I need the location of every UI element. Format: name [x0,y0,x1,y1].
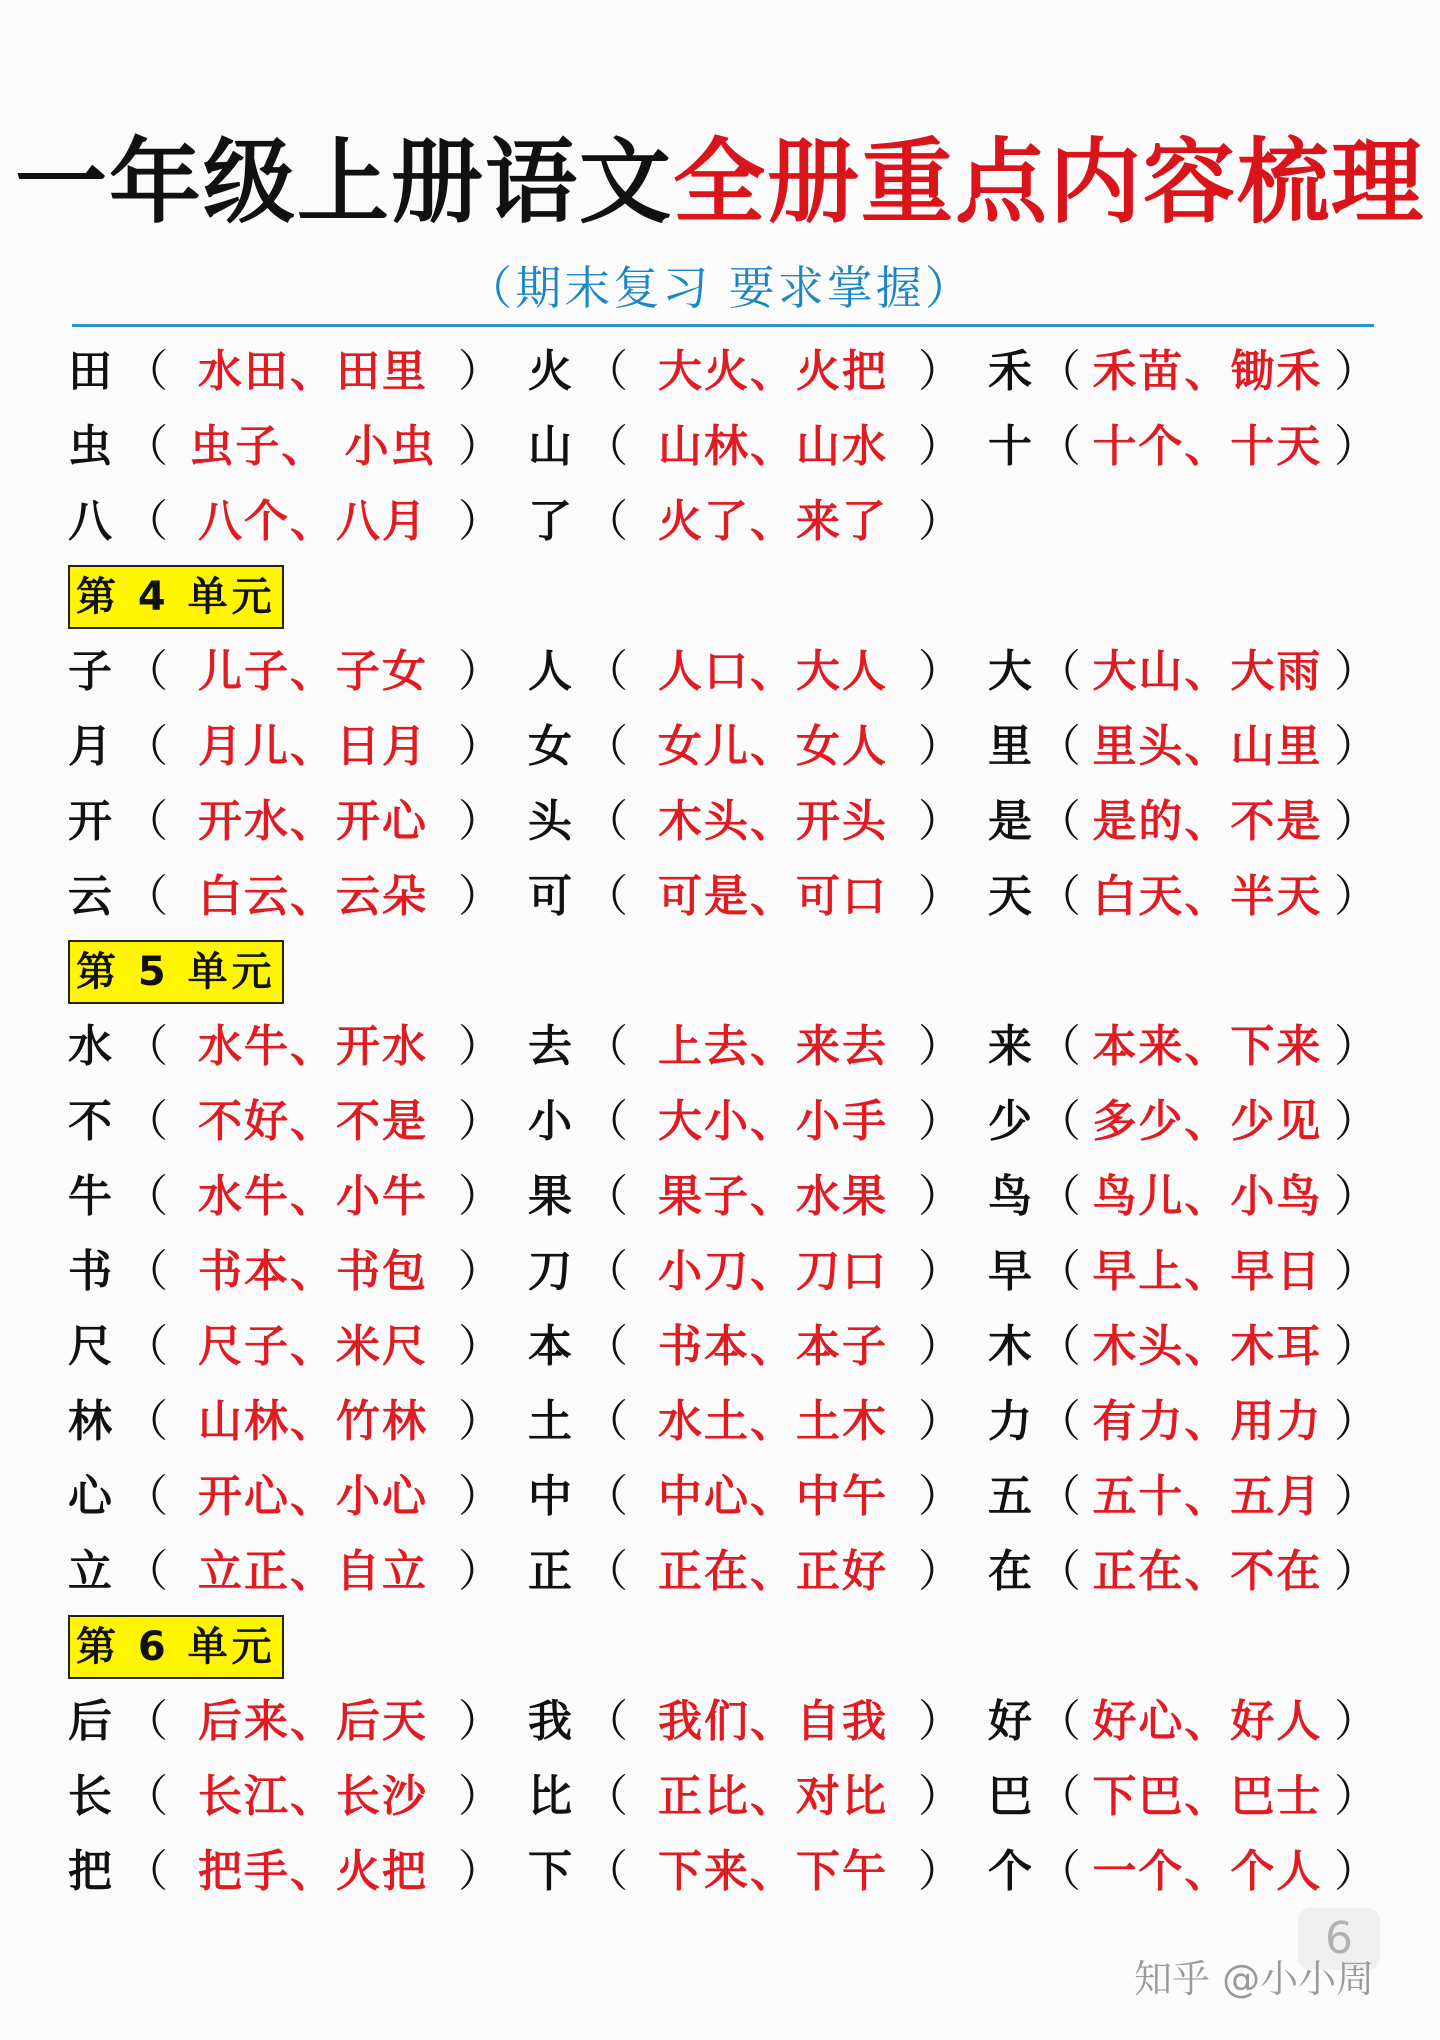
example-words: 果子、水果 [658,1170,888,1222]
example-words: 上去、来去 [658,1020,888,1072]
open-paren: （ [124,1695,168,1747]
character: 八 [68,495,112,547]
character: 个 [988,1845,1032,1897]
close-paren: ） [1334,1095,1378,1147]
open-paren: （ [1036,795,1081,847]
close-paren: ） [918,1395,962,1447]
close-paren: ） [918,870,962,922]
close-paren: ） [458,870,502,922]
close-paren: ） [458,1470,502,1522]
example-words: 火了、来了 [658,495,888,547]
close-paren: ） [1334,345,1378,397]
example-words: 书本、书包 [198,1245,428,1297]
close-paren: ） [918,1545,962,1597]
example-words: 正在、不在 [1092,1545,1323,1597]
close-paren: ） [1334,870,1378,922]
open-paren: （ [1036,1770,1081,1822]
vocab-entry [528,1392,988,1452]
vocab-entry [528,1317,988,1377]
unit-label: 第 4 单元 [68,565,284,629]
example-words: 开心、小心 [198,1470,428,1522]
example-words: 水牛、小牛 [198,1170,428,1222]
character: 月 [68,720,112,772]
close-paren: ） [1334,645,1378,697]
character: 牛 [68,1170,112,1222]
open-paren: （ [1036,1095,1081,1147]
example-words: 可是、可口 [658,870,888,922]
example-words: 把手、火把 [198,1845,428,1897]
character: 书 [68,1245,112,1297]
character: 人 [528,645,572,697]
example-words: 木头、开头 [658,795,888,847]
open-paren: （ [1036,1845,1081,1897]
open-paren: （ [124,1845,168,1897]
character: 鸟 [988,1170,1032,1222]
character: 小 [528,1095,572,1147]
character: 土 [528,1395,572,1447]
vocab-entry [988,1542,1378,1602]
open-paren: （ [124,420,168,472]
close-paren: ） [458,795,502,847]
close-paren: ） [458,1695,502,1747]
vocab-row [68,709,1378,784]
open-paren: （ [1036,870,1081,922]
vocab-row [68,1234,1378,1309]
example-words: 水牛、开水 [198,1020,428,1072]
character: 五 [988,1470,1032,1522]
vocab-entry [528,1092,988,1152]
example-words: 白天、半天 [1092,870,1323,922]
example-words: 长江、长沙 [198,1770,428,1822]
close-paren: ） [458,720,502,772]
vocab-row [68,334,1378,409]
open-paren: （ [124,795,168,847]
vocab-entry [988,1842,1378,1902]
open-paren: （ [584,1470,628,1522]
vocab-row [68,1309,1378,1384]
close-paren: ） [918,645,962,697]
open-paren: （ [584,1095,628,1147]
character: 把 [68,1845,112,1897]
character: 在 [988,1545,1032,1597]
open-paren: （ [1036,420,1081,472]
close-paren: ） [918,345,962,397]
unit-heading-row [68,559,1378,634]
vocabulary-list [68,334,1378,1909]
vocab-entry [68,417,528,477]
example-words: 早上、早日 [1092,1245,1323,1297]
example-words: 五十、五月 [1092,1470,1323,1522]
vocab-row [68,1534,1378,1609]
character: 后 [68,1695,112,1747]
example-words: 一个、个人 [1092,1845,1323,1897]
example-words: 好心、好人 [1092,1695,1323,1747]
close-paren: ） [1334,1020,1378,1072]
vocab-entry [528,792,988,852]
close-paren: ） [458,1245,502,1297]
character: 刀 [528,1245,572,1297]
character: 可 [528,870,572,922]
character: 里 [988,720,1032,772]
vocab-entry [68,717,528,777]
close-paren: ） [918,1470,962,1522]
open-paren: （ [124,1170,168,1222]
open-paren: （ [124,1020,168,1072]
vocab-row [68,1384,1378,1459]
character: 尺 [68,1320,112,1372]
character: 正 [528,1545,572,1597]
open-paren: （ [584,420,628,472]
example-words: 十个、十天 [1092,420,1323,472]
character: 头 [528,795,572,847]
vocab-entry [68,1842,528,1902]
vocab-entry [528,417,988,477]
open-paren: （ [584,495,628,547]
open-paren: （ [1036,1545,1081,1597]
vocab-entry [988,1692,1378,1752]
character: 立 [68,1545,112,1597]
vocab-row [68,634,1378,709]
character: 开 [68,795,112,847]
character: 少 [988,1095,1032,1147]
example-words: 虫子、 小虫 [189,420,437,472]
unit-heading-row [68,1609,1378,1684]
character: 长 [68,1770,112,1822]
vocab-entry [988,1467,1378,1527]
open-paren: （ [584,1695,628,1747]
vocab-row [68,1459,1378,1534]
character: 比 [528,1770,572,1822]
character: 天 [988,870,1032,922]
example-words: 下来、下午 [658,1845,888,1897]
example-words: 不好、不是 [198,1095,428,1147]
close-paren: ） [1334,1770,1378,1822]
vocab-entry [68,1017,528,1077]
vocab-row [68,1684,1378,1759]
open-paren: （ [124,345,168,397]
vocab-entry [988,342,1378,402]
vocab-entry [988,1167,1378,1227]
vocab-entry [68,867,528,927]
example-words: 人口、大人 [658,645,888,697]
character: 力 [988,1395,1032,1447]
vocab-entry [68,1242,528,1302]
example-words: 书本、本子 [658,1320,888,1372]
vocab-entry [528,1842,988,1902]
character: 子 [68,645,112,697]
vocab-entry [68,1317,528,1377]
character: 了 [528,495,572,547]
vocab-row [68,1159,1378,1234]
vocab-row [68,1084,1378,1159]
page-title [0,128,1440,238]
open-paren: （ [124,495,168,547]
open-paren: （ [1036,1470,1081,1522]
vocab-row [68,784,1378,859]
watermark: 知乎 @小小周 [1134,1957,1375,2001]
example-words: 山林、山水 [658,420,888,472]
example-words: 下巴、巴士 [1092,1770,1323,1822]
open-paren: （ [124,1245,168,1297]
title-part-red: 全册重点内容梳理 [673,129,1426,236]
character: 山 [528,420,572,472]
close-paren: ） [918,1320,962,1372]
open-paren: （ [1036,1020,1081,1072]
open-paren: （ [1036,345,1081,397]
close-paren: ） [1334,1395,1378,1447]
close-paren: ） [918,1770,962,1822]
vocab-entry [988,1392,1378,1452]
open-paren: （ [124,1470,168,1522]
character: 巴 [988,1770,1032,1822]
example-words: 是的、不是 [1092,795,1323,847]
character: 是 [988,795,1032,847]
example-words: 女儿、女人 [658,720,888,772]
example-words: 正比、对比 [658,1770,888,1822]
divider [72,324,1374,327]
open-paren: （ [584,1395,628,1447]
vocab-entry [988,717,1378,777]
example-words: 大小、小手 [658,1095,888,1147]
character: 十 [988,420,1032,472]
open-paren: （ [1036,1170,1081,1222]
vocab-entry [68,1392,528,1452]
example-words: 大火、火把 [658,345,888,397]
vocab-row [68,484,1378,559]
vocab-entry [528,1467,988,1527]
example-words: 白云、云朵 [198,870,428,922]
vocab-entry [528,1767,988,1827]
close-paren: ） [458,1170,502,1222]
example-words: 木头、木耳 [1092,1320,1323,1372]
close-paren: ） [458,1320,502,1372]
close-paren: ） [918,1695,962,1747]
character: 田 [68,345,112,397]
open-paren: （ [584,1170,628,1222]
vocab-entry [528,1542,988,1602]
example-words: 山林、竹林 [198,1395,428,1447]
subtitle: （期末复习 要求掌握） [466,261,974,315]
close-paren: ） [918,495,962,547]
open-paren: （ [584,720,628,772]
example-words: 中心、中午 [658,1470,888,1522]
open-paren: （ [124,720,168,772]
open-paren: （ [584,1020,628,1072]
open-paren: （ [124,645,168,697]
example-words: 八个、八月 [198,495,428,547]
open-paren: （ [584,1770,628,1822]
vocab-row [68,409,1378,484]
example-words: 开水、开心 [198,795,428,847]
unit-heading-row [68,934,1378,1009]
example-words: 大山、大雨 [1092,645,1323,697]
character: 云 [68,870,112,922]
example-words: 月儿、日月 [198,720,428,772]
close-paren: ） [458,1845,502,1897]
vocab-entry [528,1692,988,1752]
character: 不 [68,1095,112,1147]
character: 心 [68,1470,112,1522]
character: 火 [528,345,572,397]
example-words: 有力、用力 [1092,1395,1323,1447]
open-paren: （ [124,1770,168,1822]
open-paren: （ [584,645,628,697]
character: 虫 [68,420,112,472]
vocab-entry [988,1017,1378,1077]
close-paren: ） [1334,1245,1378,1297]
character: 中 [528,1470,572,1522]
unit-label: 第 5 单元 [68,940,284,1004]
character: 禾 [988,345,1032,397]
vocab-entry [68,1092,528,1152]
open-paren: （ [584,870,628,922]
close-paren: ） [918,1845,962,1897]
close-paren: ） [1334,1470,1378,1522]
example-words: 水土、土木 [658,1395,888,1447]
open-paren: （ [584,1845,628,1897]
vocab-entry [68,1167,528,1227]
vocab-entry [68,1467,528,1527]
open-paren: （ [1036,720,1081,772]
character: 木 [988,1320,1032,1372]
open-paren: （ [1036,1245,1081,1297]
close-paren: ） [1334,1845,1378,1897]
open-paren: （ [584,1245,628,1297]
vocab-entry [68,492,528,552]
character: 来 [988,1020,1032,1072]
open-paren: （ [584,1320,628,1372]
vocab-entry [528,1167,988,1227]
vocab-entry [528,1242,988,1302]
open-paren: （ [1036,1695,1081,1747]
character: 下 [528,1845,572,1897]
example-words: 我们、自我 [658,1695,888,1747]
character: 我 [528,1695,572,1747]
title-part-black: 一年级上册语文 [14,129,673,236]
vocab-entry [988,417,1378,477]
close-paren: ） [1334,1545,1378,1597]
open-paren: （ [1036,645,1081,697]
open-paren: （ [584,1545,628,1597]
vocab-entry [988,1242,1378,1302]
example-words: 后来、后天 [198,1695,428,1747]
vocab-entry [68,1767,528,1827]
vocab-entry [528,867,988,927]
vocab-entry [988,792,1378,852]
open-paren: （ [124,1545,168,1597]
character: 林 [68,1395,112,1447]
vocab-entry [988,867,1378,927]
vocab-entry [988,1767,1378,1827]
vocab-entry [68,1692,528,1752]
vocab-entry [68,342,528,402]
open-paren: （ [124,1395,168,1447]
close-paren: ） [918,1020,962,1072]
example-words: 正在、正好 [658,1545,888,1597]
vocab-row [68,1834,1378,1909]
open-paren: （ [1036,1395,1081,1447]
vocab-entry [528,642,988,702]
example-words: 禾苗、锄禾 [1092,345,1323,397]
vocab-entry [68,642,528,702]
close-paren: ） [458,1095,502,1147]
close-paren: ） [458,420,502,472]
vocab-entry [528,492,988,552]
example-words: 小刀、刀口 [658,1245,888,1297]
close-paren: ） [458,645,502,697]
close-paren: ） [458,345,502,397]
close-paren: ） [918,795,962,847]
close-paren: ） [918,1095,962,1147]
page-number-badge: 6 [1298,1908,1380,1970]
close-paren: ） [918,420,962,472]
vocab-entry [988,642,1378,702]
vocab-row [68,1759,1378,1834]
open-paren: （ [124,1095,168,1147]
close-paren: ） [1334,720,1378,772]
vocab-row [68,859,1378,934]
close-paren: ） [1334,795,1378,847]
close-paren: ） [1334,1695,1378,1747]
vocab-entry [988,1092,1378,1152]
unit-label: 第 6 单元 [68,1615,284,1679]
close-paren: ） [458,495,502,547]
vocab-row [68,1009,1378,1084]
open-paren: （ [584,795,628,847]
open-paren: （ [1036,1320,1081,1372]
example-words: 水田、田里 [198,345,428,397]
vocab-entry [528,342,988,402]
close-paren: ） [1334,1170,1378,1222]
example-words: 儿子、子女 [198,645,428,697]
character: 好 [988,1695,1032,1747]
vocab-entry [68,1542,528,1602]
example-words: 鸟儿、小鸟 [1092,1170,1323,1222]
open-paren: （ [124,870,168,922]
vocab-entry [528,1017,988,1077]
example-words: 尺子、米尺 [198,1320,428,1372]
character: 大 [988,645,1032,697]
open-paren: （ [584,345,628,397]
vocab-entry [988,1317,1378,1377]
character: 早 [988,1245,1032,1297]
character: 本 [528,1320,572,1372]
character: 女 [528,720,572,772]
character: 去 [528,1020,572,1072]
close-paren: ） [458,1770,502,1822]
close-paren: ） [918,720,962,772]
vocab-entry [68,792,528,852]
vocab-entry [528,717,988,777]
close-paren: ） [458,1020,502,1072]
character: 果 [528,1170,572,1222]
close-paren: ） [458,1395,502,1447]
close-paren: ） [458,1545,502,1597]
character: 水 [68,1020,112,1072]
example-words: 里头、山里 [1092,720,1323,772]
example-words: 本来、下来 [1092,1020,1323,1072]
example-words: 立正、自立 [198,1545,428,1597]
open-paren: （ [124,1320,168,1372]
close-paren: ） [1334,1320,1378,1372]
close-paren: ） [1334,420,1378,472]
close-paren: ） [918,1170,962,1222]
close-paren: ） [918,1245,962,1297]
example-words: 多少、少见 [1092,1095,1323,1147]
